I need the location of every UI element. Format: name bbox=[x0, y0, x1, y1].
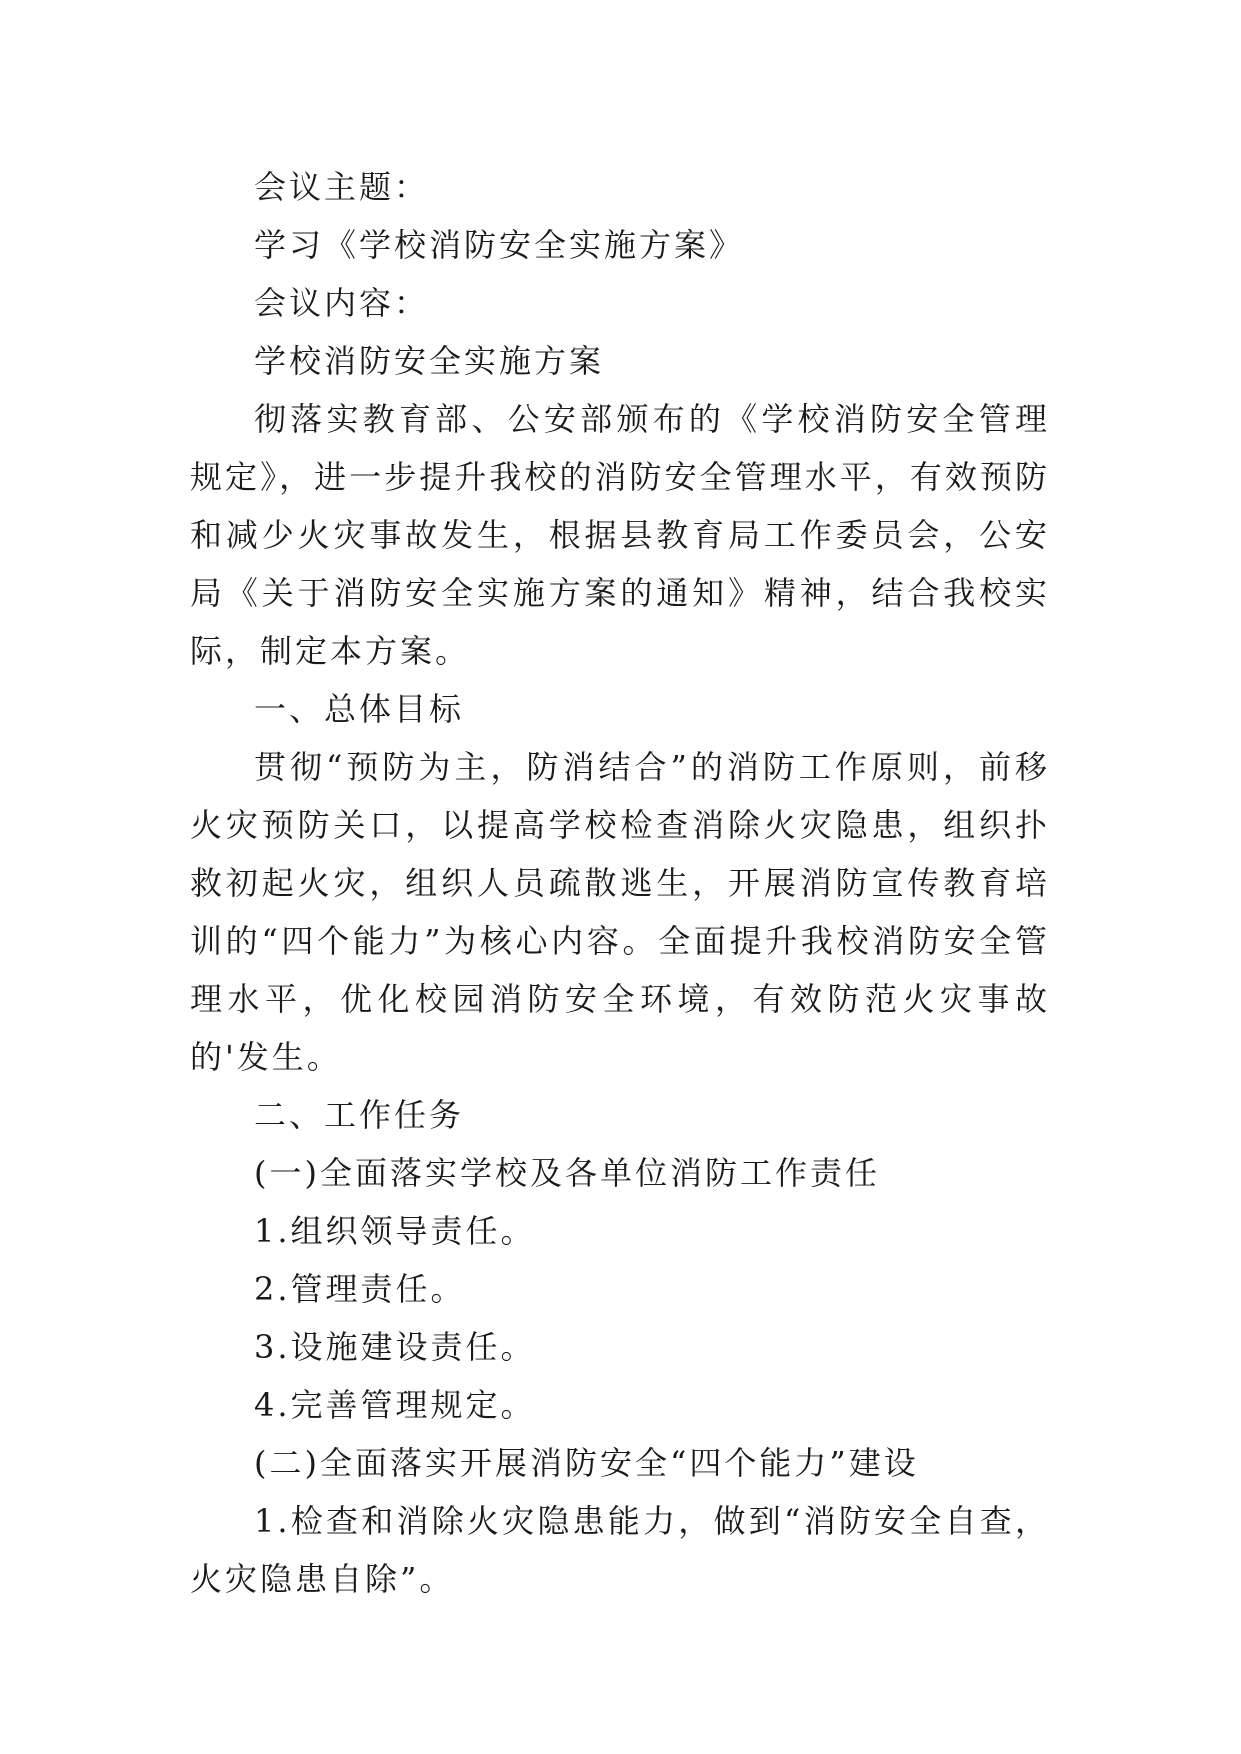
list-item-2: 2.管理责任。 bbox=[254, 1270, 466, 1308]
paragraph-meeting-topic: 学习《学校消防安全实施方案》 bbox=[254, 226, 745, 264]
paragraph-plan-title: 学校消防安全实施方案 bbox=[254, 342, 605, 380]
heading-work-tasks: 二、工作任务 bbox=[254, 1096, 465, 1134]
paragraph-meeting-content-label: 会议内容： bbox=[254, 284, 430, 322]
heading-overall-goal: 一、总体目标 bbox=[254, 690, 465, 728]
subheading-four-abilities: (二)全面落实开展消防安全“四个能力”建设 bbox=[254, 1444, 919, 1482]
paragraph-meeting-topic-label: 会议主题： bbox=[254, 168, 430, 206]
paragraph-intro: 彻落实教育部、公安部颁布的《学校消防安全管理规定》，进一步提升我校的消防安全管理水平，有效预防和减少火灾事故发生，根据县教育局工作委员会，公安局《关于消防安全实施方案的通知》精神，结合我校实际，制定本方案。 bbox=[190, 400, 1050, 670]
subheading-responsibility: (一)全面落实学校及各单位消防工作责任 bbox=[254, 1154, 880, 1192]
document-body bbox=[190, 158, 1050, 1608]
list-item-4: 4.完善管理规定。 bbox=[254, 1386, 536, 1424]
list-item-3: 3.设施建设责任。 bbox=[254, 1328, 536, 1366]
paragraph-overall-goal: 贯彻“预防为主，防消结合”的消防工作原则，前移火灾预防关口，以提高学校检查消除火灾隐患，组织扑救初起火灾，组织人员疏散逃生，开展消防宣传教育培训的“四个能力”为核心内容。全面提升我校消防安全管理水平，优化校园消防安全环境，有效防范火灾事故的'发生。 bbox=[190, 748, 1050, 1076]
list-item-ability-1: 1.检查和消除火灾隐患能力，做到“消防安全自查，火灾隐患自除”。 bbox=[190, 1502, 1050, 1598]
list-item-1: 1.组织领导责任。 bbox=[254, 1212, 536, 1250]
